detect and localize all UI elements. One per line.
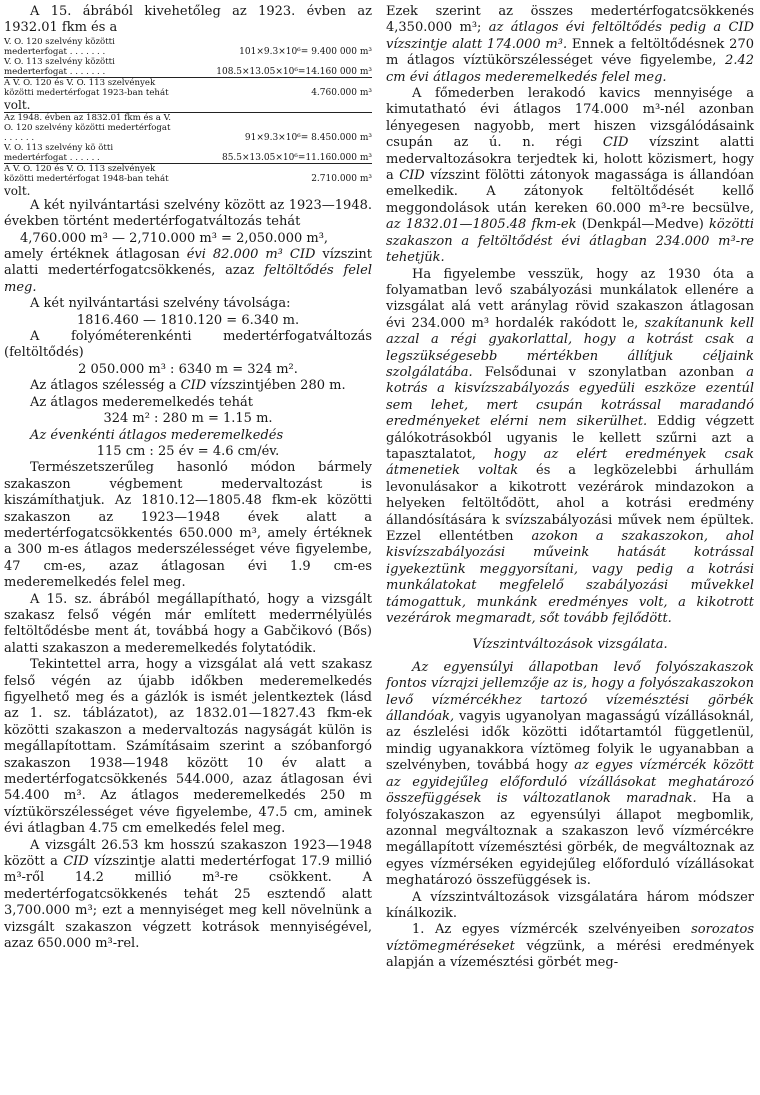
body-paragraph (4, 378, 372, 394)
text-run: vízszintjében 280 m. (206, 378, 346, 394)
text-run: Ha figyelembe vesszük, hogy az 1930 óta a folyamatban levő szabályozási munkálatok ellenére a vizsgálat alá vett aránylag rövid szakaszon átlagosan évi 234.000 m³ hordalék rakódott le, (386, 266, 754, 331)
emphasis: az átlagos évi feltöltődés pedig a CID vízszintje alatt 174.000 m³. (386, 20, 754, 52)
equation: 115 cm : 25 év = 4.6 cm/év. (96, 443, 280, 459)
equation: 4,760.000 m³ — 2,710.000 m³ = 2,050.000 m³, (20, 230, 329, 246)
table-row (4, 98, 372, 113)
table-row (4, 112, 372, 143)
body-paragraph: A két nyilvántartási szelvény távolsága: (30, 296, 291, 312)
emphasis: a kotrás a kisvízszabályozás egyedüli eszköze ezentúl sem lehet, mert csupán kotrással maradandó eredményeket elérni nem sikerülhet. (386, 364, 754, 430)
table-row (4, 37, 372, 57)
emphasis: CID (180, 378, 207, 394)
table-row (4, 77, 372, 98)
emphasis: szakítanunk kell azzal a régi gyakorlattal, hogy a kotrást csak a legszükségesebb mértékben állítjuk céljaink szolgálatába. (386, 315, 755, 380)
table-cell-value (173, 184, 372, 198)
body-paragraph (386, 86, 754, 266)
body-paragraph: Tekintettel arra, hogy a vizsgálat alá vett szakasz felső végén az újabb időkben mederemelkedés figyelhető meg és a gázlók is ismét jelentkeztek (lásd az 1. sz. táblázatot), az 1832.01—1827.43 fkm-ek közötti szakaszon a medervaltozás nagyságát külön is megállapítottam. Számításaim szerint a szóbanforgó szakaszon 1938—1948 között 10 év alatt a medertérfogatcsökkenés 544.000, azaz átlagosan évi 54.400 m³. Az átlagos mederemelkedés 250 m víztükörszélességet véve figyelembe, 47.5 cm, aminek évi átlagban 4.75 cm emelkedés felel meg. (4, 657, 372, 837)
emphasis: az 1832.01—1805.48 fkm-ek (386, 217, 577, 233)
equation: 2 050.000 m³ : 6340 m = 324 m². (78, 361, 298, 377)
text-run: A főmederben lerakodó kavics mennyisége a kimutatható évi átlagos 174.000 m³-nél azonban lényegesen nagyobb, mert hiszen vizsgálódásaink csupán az ú. n. régi (386, 86, 754, 151)
table-cell-value: 85.5×13.05×10⁶=11.160.000 m³ (221, 152, 372, 163)
intro-paragraph: A 15. ábrából kivehetőleg az 1923. évben az 1932.01 fkm és a (4, 4, 372, 36)
section-heading: Vízszintváltozások vizsgálata. (472, 637, 668, 653)
emphasis: közötti szakaszon a feltöltődést évi átlagban 234.000 m³-re tehetjük. (386, 217, 754, 266)
table-cell-label: volt. (4, 183, 31, 198)
table-cell-value: 91×9.3×10⁶= 8.450.000 m³ (173, 112, 372, 143)
emphasis: CID (602, 135, 629, 151)
emphasis: feltöltődés felel meg. (4, 263, 372, 295)
body-paragraph: A két nyilvántartási szelvény között az 1923—1948. években történt medertérfogatváltozás tehát (4, 197, 372, 230)
text-run: amely értéknek átlagosan (4, 247, 187, 263)
emphasis: az egyes vízmércék között az egyidejűleg előforduló vízállásokat meghatározó összefüggések is változatlanok maradnak. (386, 758, 754, 807)
equation: 324 m² : 280 m = 1.15 m. (103, 411, 273, 427)
emphasis: sorozatos víztömegméréseket (386, 922, 754, 954)
table-cell-value (173, 98, 372, 113)
emphasis: hogy az elért eredmények csak átmenetiek voltak (386, 446, 754, 479)
emphasis: Az évenkénti átlagos mederemelkedés (30, 427, 284, 443)
table-cell-value: 4.760.000 m³ (173, 77, 372, 98)
emphasis: CID (399, 168, 425, 184)
emphasis: 2.42 cm évi átlagos mederemelkedés felel meg. (386, 53, 754, 85)
text-run: és a legközelebbi árhullám levonulásakor a kikotrott vezérárok mindazokon a helyeken feltöltődött, ahol a kotrási eredmény állandósítására k svízszabályozási művek nem épültek. Ezzel ellentétben (386, 463, 755, 544)
text-run: vagyis ugyanolyan magasságú vízállásoknál, az észlelési idők közötti időtartamtól függetlenül, mindig ugyanakkora víztömeg folyik le ugyanabban a szelvényben, továbbá hogy (386, 709, 754, 774)
body-paragraph: Az átlagos mederemelkedés tehát (30, 394, 253, 410)
table-cell-value: 2.710.000 m³ (173, 163, 372, 184)
text-run: vízszint fölötti zátonyok magassága is állandóan emelkedik. A zátonyok feltöltődését kellő meggondolások után kereken 60.000 m³-re becsülve, (386, 168, 755, 216)
emphasis: CID (63, 854, 89, 870)
text-run: vízszintje alatti medertérfogat 17.9 millió m³-ről 14.2 millió m³-re csökkent. A medertérfogatcsökkenés tehát 25 esztendő alatt 3,700.000 m³; ezt a mennyiséget meg kell növelnünk a vizsgált szakaszon végzett kotrások mennyiségével, azaz 650.000 m³-rel. (4, 854, 372, 952)
text-run: Ennek a feltöltődésnek 270 m átlagos víztükörszélességet véve figyelembe, (386, 36, 754, 69)
text-run: vízszint alatti medervaltozásokra terjedtek ki, holott közismert, hogy a (386, 135, 754, 184)
text-run: vízszint alatti medertérfogatcsökkenés, azaz (4, 247, 372, 279)
text-run: Ha a folyószakaszon az egyensúlyi állapot megbomlik, azonnal megváltoznak a szakaszon levő vízmércékre megállapított vízemésztési görbék, de megváltoznak az egyes vízmérséken egyidejűleg előforduló vízállásokat meghatározó összefüggések is. (386, 791, 755, 889)
table-cell-value: 108.5×13.05×10⁶=14.160 000 m³ (216, 66, 372, 77)
table-cell-label: volt. (4, 97, 31, 112)
table-row (4, 184, 372, 198)
text-run: Ezek szerint az összes medertérfogatcsökkenés 4,350.000 m³; (386, 4, 754, 36)
equation: 1816.460 — 1810.120 = 6.340 m. (76, 312, 300, 328)
table-row (4, 57, 372, 78)
text-run: Felsődunai v szonylatban azonban (472, 364, 747, 380)
table-row (4, 143, 372, 164)
body-paragraph (4, 838, 372, 953)
body-paragraph (386, 4, 754, 86)
text-run: végzünk, a mérési eredmények alapján a vízemésztési görbét meg- (386, 938, 754, 971)
text-run: Az átlagos szélesség a (30, 378, 181, 394)
body-paragraph: A vízszintváltozások vizsgálatára három módszer kínálkozik. (386, 889, 754, 921)
table-cell-label: V. O. 120 szelvény közötti mederterfogat . . . . . . . (4, 36, 115, 57)
text-run: Eddig végzett gálókotrásokból ugyanis le kellett szűrni azt a tapasztalatot, (386, 414, 755, 462)
text-run: 1. Az egyes vízmércék szelvényeiben (412, 922, 692, 938)
emphasis: Az egyensúlyi állapotban levő folyószakaszok fontos vízrajzi jellemzője az is, hogy a folyószakaszokon levő vízmércékhez tartozó vízemésztési görbék állandóak, (386, 659, 754, 725)
body-paragraph: A 15. sz. ábrából megállapítható, hogy a vizsgált szakasz felső végén már említett mederrnélyülés feltöltődésbe ment át, továbbá hogy a Gabčikovó (Bős) alatti szakaszon a mederemelkedés folytatódik. (4, 591, 372, 656)
text-run: (Denkpál—Medve) (576, 217, 709, 233)
table-cell-label: V. O. 113 szelvény kö ötti medertérfogat . . . . . . (4, 142, 114, 163)
body-paragraph: A folyóméterenkénti medertérfogatváltozás (feltöltődés) (4, 329, 372, 361)
table-cell-value: 101×9.3×10⁶= 9.400 000 m³ (239, 46, 372, 57)
right-column (386, 4, 754, 1095)
emphasis: azokon a szakaszokon, ahol kisvízszabályozási műveink hatását kotrással igyekeztünk meggyorsítani, vagy pedig a kotrási munkálatokat megfelelő szabályozási művekkel támogattuk, munkánk eredményes volt, a kikotrott vezérárok megmaradt, sőt tovább fejlődött. (386, 529, 754, 627)
table-cell-label: A V. O. 120 és V. O. 113 szelvények közötti medertérfogat 1923-ban tehát (4, 77, 173, 98)
body-paragraph: Természetszerűleg hasonló módon bármely szakaszon végbement medervaltozást is kiszámíthatjuk. Az 1810.12—1805.48 fkm-ek közötti szakaszon az 1923—1948 évek alatt a medertérfogatcsökkentés 650.000 m³, amely értéknek a 300 m-es átlagos mederszélességet véve figyelembe, 47 cm-es, azaz átlagosan évi 1.9 cm-es mederemelkedés felel meg. (4, 460, 372, 591)
text-run: A vizsgált 26.53 km hosszú szakaszon 1923—1948 között a (4, 837, 372, 870)
body-paragraph (386, 922, 754, 971)
table-cell-label: Az 1948. évben az 1832.01 fkm és a V. O. 120 szelvény közötti medertérfogat . . . . . . (4, 112, 173, 143)
body-paragraph (386, 660, 754, 890)
body-paragraph (4, 428, 372, 444)
table-cell-label: V. O. 113 szelvény közötti mederterfogat . . . . . . . (4, 56, 115, 77)
body-paragraph (386, 267, 754, 628)
volume-table (4, 37, 372, 198)
emphasis: évi 82.000 m³ CID (186, 247, 316, 263)
body-paragraph (4, 247, 372, 296)
left-column (4, 4, 372, 1095)
table-cell-label: A V. O. 120 és V. O. 113 szelvények közötti medertérfogat 1948-ban tehát (4, 163, 173, 184)
table-row (4, 163, 372, 184)
